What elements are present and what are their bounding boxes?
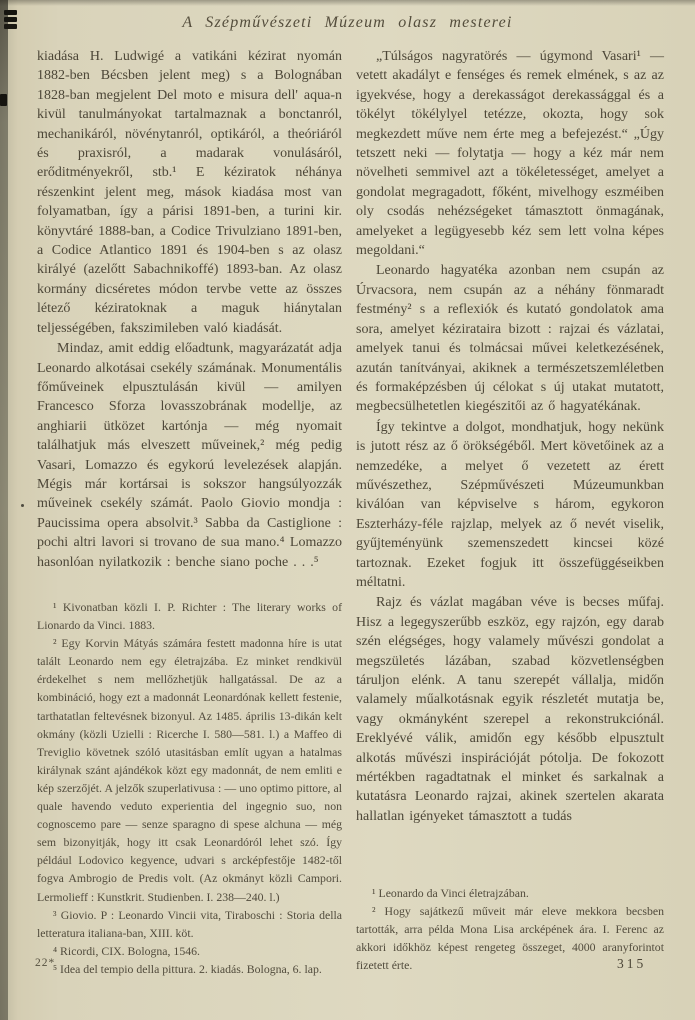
body-paragraph: Mindaz, amit eddig előadtunk, magyarázatát adja Leonardo alkotásai csekély számának. Monumentális főműveinek elpusztulásán kivül — amilyen Francesco Sforza lovasszobrának modellje, az anghiarii ütközet kartónja — még nyomait találhatjuk más elveszett műveinek,² még pedig Vasari, Lomazzo és egykorú levelezések alapján. Mégis már kortársai is sokszor hangsúlyozzák műveinek csekély számát. Paolo Giovio mondja : Paucissima opera absolvit.³ Sabba da Castiglione : pochi altri lavori si trovano de sua mano.⁴ Lomazzo hasonlóan nyilatkozik : benche siano poche . . .⁵: [37, 341, 342, 570]
right-column-body: [356, 47, 664, 826]
running-header-title: A Szépművészeti Múzeum olasz mesterei: [182, 14, 513, 31]
body-paragraph: kiadása H. Ludwigé a vatikáni kézirat nyomán 1882-ben Bécsben jelent meg) s a Bolognában 1828-ban megjelent Del moto e misura dell' aqua-n kivül tanulmányokat tartalmaznak a bonctanról, mechanikáról, növénytanról, optikáról, a theóriáról és praxisról, a madarak vonulásáról, erőditményekről, stb.¹ E kéziratok néhánya részenkint jelent meg, mások kiadása most van folyamatban, így a párisi 1891-ben, a turini kir. könyvtáré 1888-ban, a Codice Trivulziano 1891-ben, a Codice Atlantico 1891 és 1904-ben s az olasz királyé (azelőtt Sabachnikoffé) 1893-ban. Az olasz kormány dicséretes módon tervbe vette az összes létező kéziratoknak a maguk hiánytalan teljességében, fakszimileben való kiadását.: [37, 49, 342, 336]
body-paragraph: „Túlságos nagyratörés — úgymond Vasari¹ — vetett akadályt e fenséges és remek elmének, s az az igyekvése, hogy a derekasságot derekassággal és a tökélyt tökélylyel tetézze, okozta, hogy sok megkezdett műve nem érte meg a befejezést.“ „Úgy tetszett neki — folytatja — hogy a kéz már nem növelheti semmivel azt a tökéletességet, amelyet a gondolat megragadott, főként, mivelhogy eszméiben oly csodás nehézségeket támasztott önmagának, amelyeket a legügyesebb kéz sem lett volna képes megoldani.“: [356, 49, 664, 259]
signature-mark: 22*: [35, 957, 56, 969]
scan-artifact: [0, 94, 7, 106]
footnote: ³ Giovio. P : Leonardo Vincii vita, Tiraboschi : Storia della letteratura italiana-ban, XIII. köt.: [37, 907, 342, 940]
footnote: ¹ Kivonatban közli I. P. Richter : The literary works of Lionardo da Vinci. 1883.: [37, 600, 342, 633]
body-paragraph: Rajz és vázlat magában véve is becses műfaj. Hisz a legegyszerűbb eszköz, egy rajzón, egy darab szén elégséges, hogy valamely művészi gondolat a megszületés lázában, szabad közvetlenségben táruljon elénk. A tanu szerepét vállalja, midőn valamely műalkotásnak egyik részletét mutatja be, vagy okmányként szerepel a rekonstrukciónál. Ereklyévé válik, amidőn egy később elpusztult alkotás művészi inspirációját pótolja. De fokozott mértékben ragadtatnak el minket és sarkalnak a kutatásra Leonardo rajzai, akinek szertelen akarata hallatlan igényeket támasztott a tudás: [356, 595, 664, 824]
body-paragraph: Leonardo hagyatéka azonban nem csupán az Úrvacsora, nem csupán az a néhány fönmaradt festmény² s a reflexiók és kutató gondolatok ama sora, amelyet kézirataira bizott : rajzai és vázlatai, amelyek tanui és tolmácsai művei keletkezésének, azután tanítványai, akiknek a természetszemléletben és formaképzésben új célokat s új utakat mutatott, megbecsülhetetlen kiegészitői az ő hagyatékának.: [356, 263, 664, 415]
left-column-footnotes: [37, 598, 342, 978]
page-number: 315: [617, 956, 647, 971]
footnote: ⁵ Idea del tempio della pittura. 2. kiadás. Bologna, 6. lap.: [53, 961, 322, 976]
footnote: ² Hogy sajátkezű műveit már eleve mekkora becsben tartották, arra példa Mona Lisa arcképének ára. I. Ferenc az akkori időkhöz képest rengeteg összeget, 4000 aranyforintot fizetett érte.: [356, 904, 664, 973]
scan-artifact: [21, 504, 24, 507]
footnote: ¹ Leonardo da Vinci életrajzában.: [372, 886, 529, 900]
body-paragraph: Így tekintve a dolgot, mondhatjuk, hogy nekünk is jutott rész az ő örökségéből. Mert követőinek az a nemzedéke, a melyet ő vezetett az érett művészethez, Szépművészeti Múzeumunkban kiválóan van képviselve s három, egykoron Eszterházy-féle rajzlap, melyek az ő nevét viselik, gyűjteményünk szemenszedett kincsei közé tartoznak. Ezeket fogjuk itt összefüggéseikben méltatni.: [356, 419, 664, 590]
footnote: ² Egy Korvin Mátyás számára festett madonna híre is utat talált Leonardo nem egy életrajzába. Ez minket rendkivül érdekelhet s nem mellőzhetjük hallgatással. De az a kombináció, hogy ezt a madonnát Leonardónak kellett festenie, tarthatatlan feltevésnek bizonyul. Az 1485. április 13-dikán kelt okmány (közli Uzielli : Ricerche I. 580—581. l.) a Maffeo di Treviglio követnek szóló utasitásban említ ugyan a hatalmas királynak szánt ajándékok közt egy madonnát, de nem emliti e kép szerzőjét. A jelzők szuperlativusa : — uno optimo pittore, al quale havendo veduto experientia del ingegnio suo, non cognoscemo pare — senze sparagno di spese alchuna — még sem bizonyitják, hogy itt csak Leonardóról lehet szó. Így például Lodovico kegyence, udvari s arcképfestője 1482-től fogva Ambrogio de Predis volt. (Az okmányt közli Campori. Lermolieff : Kunstkrit. Studienben. I. 238—240. l.): [37, 636, 342, 904]
left-column-body: [37, 47, 342, 572]
footnote: ⁴ Ricordi, CIX. Bologna, 1546.: [53, 943, 200, 958]
